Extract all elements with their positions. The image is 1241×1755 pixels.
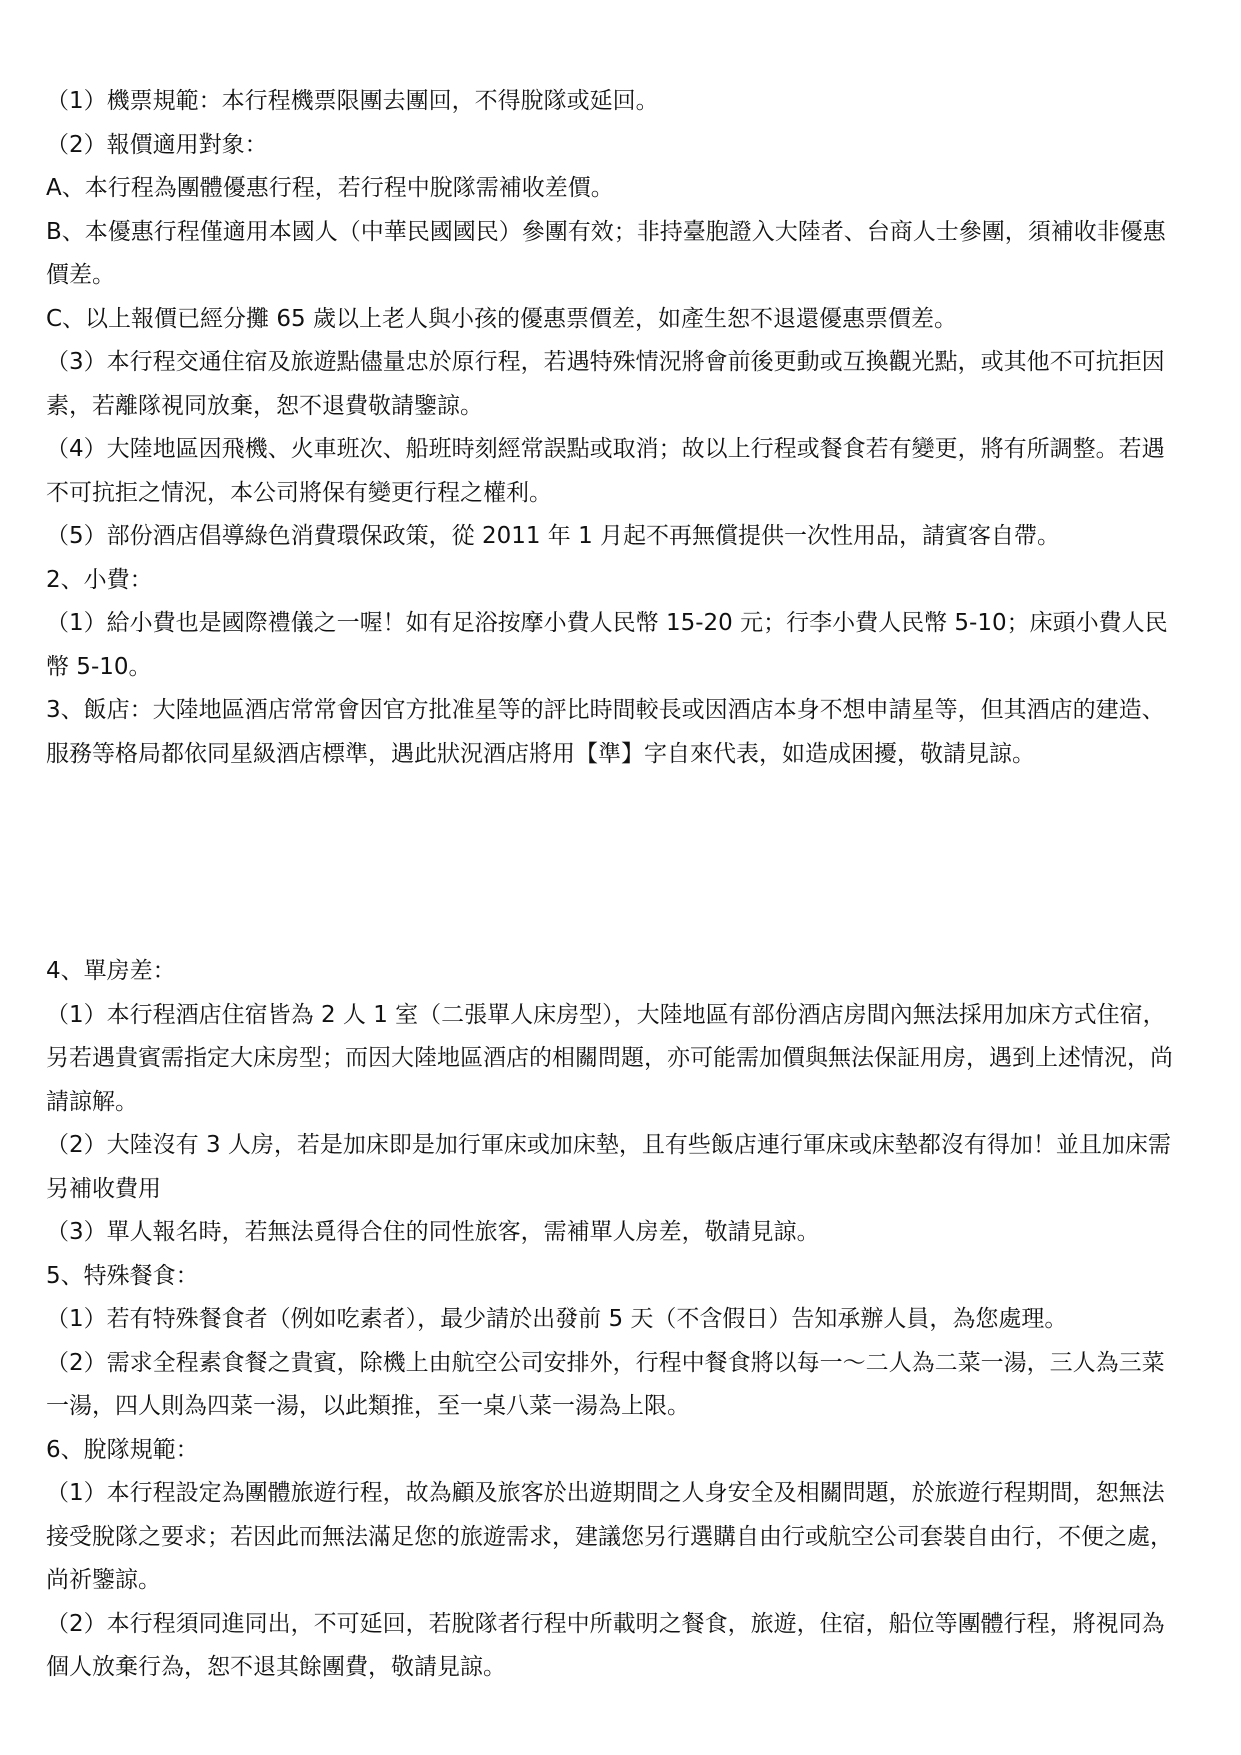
ticket-rule: （1）機票規範：本行程機票限團去團回，不得脫隊或延回。 [46, 88, 659, 114]
tips-heading: 2、小費： [46, 566, 153, 593]
pricing-item-a: A、本行程為團體優惠行程，若行程中脫隊需補收差價。 [46, 175, 614, 201]
terms-section-2 [46, 950, 1176, 1690]
special-meal-heading: 5、特殊餐食： [46, 1262, 199, 1289]
hotel-rating-note: 3、飯店：大陸地區酒店常常會因官方批准星等的評比時間較長或因酒店本身不想申請星等，但其酒店的建造、服務等格局都依同星級酒店標準，遇此狀況酒店將用【準】字自來代表，如造成困擾，敬請見諒。 [46, 697, 1165, 767]
special-meal-item-1: （1）若有特殊餐食者（例如吃素者），最少請於出發前 5 天（不含假日）告知承辦人員，為您處理。 [46, 1306, 1068, 1332]
single-room-item-2: （2）大陸沒有 3 人房，若是加床即是加行軍床或加床墊，且有些飯店連行軍床或床墊都沒有得加！並且加床需另補收費用 [46, 1132, 1171, 1202]
special-meal-item-2: （2）需求全程素食餐之貴賓，除機上由航空公司安排外，行程中餐食將以每一～二人為二菜一湯，三人為三菜一湯，四人則為四菜一湯，以此類推，至一桌八菜一湯為上限。 [46, 1349, 1165, 1419]
tips-detail: （1）給小費也是國際禮儀之一喔！如有足浴按摩小費人民幣 15-20 元；行李小費人民幣 5-10；床頭小費人民幣 5-10。 [46, 610, 1168, 680]
pricing-item-c: C、以上報價已經分攤 65 歲以上老人與小孩的優惠票價差，如產生恕不退還優惠票價差。 [46, 305, 957, 332]
single-room-heading: 4、單房差： [46, 958, 176, 984]
pricing-target-heading: （2）報價適用對象： [46, 131, 268, 158]
leave-group-heading: 6、脫隊規範： [46, 1436, 199, 1463]
leave-group-item-2: （2）本行程須同進同出，不可延回，若脫隊者行程中所載明之餐食，旅遊，住宿，船位等團體行程，將視同為個人放棄行為，恕不退其餘團費，敬請見諒。 [46, 1610, 1165, 1680]
hotel-eco-policy-note: （5）部份酒店倡導綠色消費環保政策，從 2011 年 1 月起不再無償提供一次性用品，請賓客自帶。 [46, 523, 1061, 549]
pricing-item-b: B、本優惠行程僅適用本國人（中華民國國民）參團有效；非持臺胞證入大陸者、台商人士參團，須補收非優惠價差。 [46, 218, 1166, 288]
itinerary-change-note: （3）本行程交通住宿及旅遊點儘量忠於原行程，若遇特殊情況將會前後更動或互換觀光點，或其他不可抗拒因素，若離隊視同放棄，恕不退費敬請鑒諒。 [46, 349, 1165, 419]
terms-section-1 [46, 80, 1176, 776]
transport-delay-note: （4）大陸地區因飛機、火車班次、船班時刻經常誤點或取消；故以上行程或餐食若有變更，將有所調整。若遇不可抗拒之情況，本公司將保有變更行程之權利。 [46, 436, 1165, 506]
single-room-item-1: （1）本行程酒店住宿皆為 2 人 1 室（二張單人床房型），大陸地區有部份酒店房間內無法採用加床方式住宿，另若遇貴賓需指定大床房型；而因大陸地區酒店的相關問題，亦可能需加價與無法保証用房，遇到上述情況，尚請諒解。 [46, 1001, 1173, 1115]
single-room-item-3: （3）單人報名時，若無法覓得合住的同性旅客，需補單人房差，敬請見諒。 [46, 1219, 820, 1245]
leave-group-item-1: （1）本行程設定為團體旅遊行程，故為顧及旅客於出遊期間之人身安全及相關問題，於旅遊行程期間，恕無法接受脫隊之要求；若因此而無法滿足您的旅遊需求，建議您另行選購自由行或航空公司套裝自由行，不便之處，尚祈鑒諒。 [46, 1480, 1173, 1593]
